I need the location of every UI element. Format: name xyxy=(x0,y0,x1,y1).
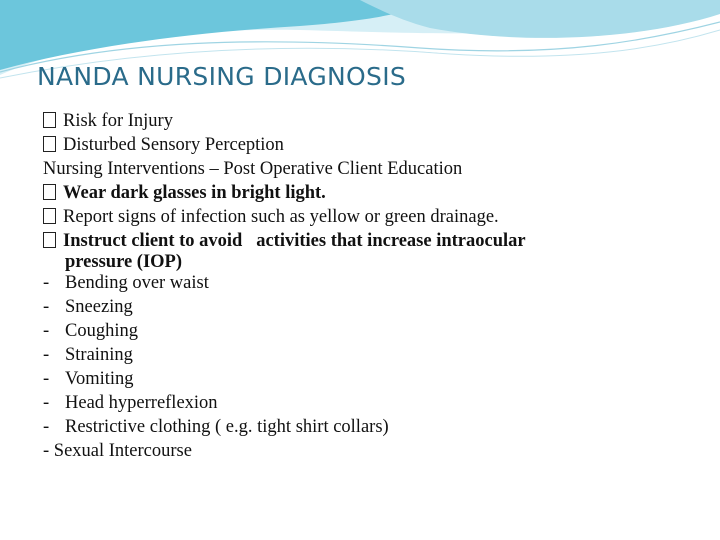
avoid-list-item: - Bending over waist xyxy=(43,273,209,293)
intervention-item: Report signs of infection such as yellow or green drainage. xyxy=(43,205,683,229)
avoid-list-item: - Head hyperreflexion xyxy=(43,393,218,413)
diagnosis-item: Disturbed Sensory Perception xyxy=(43,133,683,157)
diagnosis-item: Risk for Injury xyxy=(43,109,683,133)
avoid-list-item: - Straining xyxy=(43,345,133,365)
avoid-list-item-last: - Sexual Intercourse xyxy=(43,441,192,461)
checkbox-bullet-icon xyxy=(43,136,56,152)
checkbox-bullet-icon xyxy=(43,232,56,248)
intervention-item: Instruct client to avoid activities that increase intraocular pressure (IOP) xyxy=(43,229,683,271)
intervention-item: Wear dark glasses in bright light. xyxy=(43,181,683,205)
header-wave-decoration xyxy=(0,0,720,110)
slide-title: NANDA NURSING DIAGNOSIS xyxy=(37,62,407,91)
checkbox-bullet-icon xyxy=(43,184,56,200)
avoid-list-item: - Vomiting xyxy=(43,369,134,389)
slide-body xyxy=(43,109,683,463)
avoid-list-item: - Restrictive clothing ( e.g. tight shirt collars) xyxy=(43,417,389,437)
avoid-list-item: - Coughing xyxy=(43,321,138,341)
checkbox-bullet-icon xyxy=(43,208,56,224)
checkbox-bullet-icon xyxy=(43,112,56,128)
avoid-list-item: - Sneezing xyxy=(43,297,133,317)
interventions-heading: Nursing Interventions – Post Operative Client Education xyxy=(43,159,463,179)
